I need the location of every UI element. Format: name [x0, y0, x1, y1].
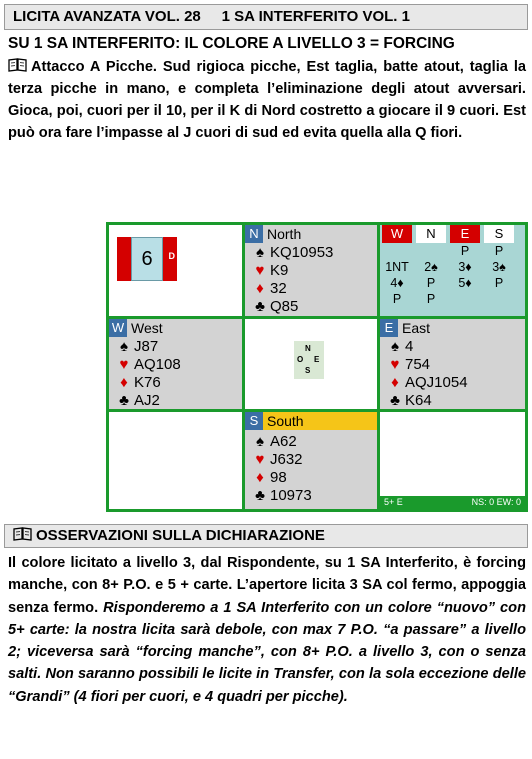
auction-header-e: E [450, 225, 480, 243]
north-hearts [253, 261, 288, 280]
auction-bid: 5♦ [458, 276, 472, 290]
spade-icon: ♠ [256, 433, 264, 450]
auction-bid: P [494, 244, 504, 258]
hand-south-header [245, 412, 377, 430]
club-icon: ♣ [255, 298, 265, 315]
seat-label-south: South [267, 413, 304, 429]
compass-rose [294, 341, 324, 379]
east-diamonds-cards: AQJ1054 [405, 374, 468, 391]
hand-east [380, 319, 525, 409]
seat-badge-east: E [380, 319, 398, 337]
south-diamonds [253, 468, 287, 487]
auction-bid: P [426, 292, 436, 306]
board-number-card [117, 237, 177, 281]
north-clubs-cards: Q85 [270, 298, 299, 315]
intro-paragraph [8, 56, 526, 144]
bridge-diagram [106, 222, 528, 512]
north-diamonds-cards: 32 [270, 280, 287, 297]
diamond-icon: ♦ [120, 374, 128, 391]
heart-icon: ♥ [255, 451, 265, 468]
west-spades [117, 337, 158, 356]
observations-title: OSSERVAZIONI SULLA DICHIARAZIONE [36, 527, 325, 544]
spade-icon: ♠ [120, 338, 128, 355]
empty-cell [109, 412, 242, 509]
compass-s: S [305, 366, 311, 375]
spade-icon: ♠ [256, 244, 264, 261]
east-clubs [388, 391, 432, 410]
west-diamonds-cards: K76 [134, 374, 161, 391]
west-spades-cards: J87 [134, 338, 159, 355]
east-spades-cards: 4 [405, 338, 414, 355]
diamond-icon: ♦ [391, 374, 399, 391]
observations-plain: Il colore licitato a livello 3, dal Rispondente, su 1 SA Interferito, è forcing manche, con 8+ P.O. e 5 + carte. L’apertore licita 3 SA col fermo, appoggia senza fermo. [8, 555, 526, 616]
west-hearts-cards: AQ108 [134, 356, 181, 373]
seat-label-north: North [267, 226, 302, 242]
auction-bid: 3♠ [492, 260, 506, 274]
auction-bid: 3♦ [458, 260, 472, 274]
seat-badge-north: N [245, 225, 263, 243]
dealer-mark: D [168, 251, 175, 261]
heart-icon: ♥ [255, 262, 265, 279]
south-diamonds-cards: 98 [270, 469, 287, 486]
board-number: 6 [131, 237, 163, 281]
north-clubs [253, 297, 298, 316]
west-diamonds [117, 373, 161, 392]
page-subtitle: SU 1 SA INTERFERITO: IL COLORE A LIVELLO 3 = FORCING [8, 35, 455, 52]
west-clubs [117, 391, 160, 410]
north-diamonds [253, 279, 287, 298]
north-spades-cards: KQ10953 [270, 244, 334, 261]
book-icon [8, 58, 27, 72]
seat-badge-south: S [245, 412, 263, 430]
auction-header-w: W [382, 225, 412, 243]
north-hearts-cards: K9 [270, 262, 289, 279]
east-clubs-cards: K64 [405, 392, 432, 409]
header-bar [4, 4, 528, 30]
heart-icon: ♥ [390, 356, 400, 373]
volume-title: 1 SA INTERFERITO VOL. 1 [221, 8, 410, 25]
north-spades [253, 243, 333, 262]
hand-west [109, 319, 242, 409]
east-hearts-cards: 754 [405, 356, 431, 373]
west-clubs-cards: AJ2 [134, 392, 160, 409]
club-icon: ♣ [119, 392, 129, 409]
observations-header [4, 524, 528, 548]
auction-bid: 4♦ [390, 276, 404, 290]
south-hearts-cards: J632 [270, 451, 303, 468]
score: NS: 0 EW: 0 [471, 497, 521, 507]
seat-label-east: East [402, 320, 431, 336]
compass-n: N [305, 344, 311, 353]
seat-badge-west: W [109, 319, 127, 337]
auction-bid: P [494, 276, 504, 290]
auction-bid: 1NT [385, 260, 409, 274]
intro-text: Attacco A Picche. Sud rigioca picche, Est taglia, batte atout, taglia la terza picche in mano, e completa l’eliminazione degli atout avversari. Gioca, poi, cuori per il 10, per il K di Nord costretto a giocare il 9 cuori. Est può ora fare l’impasse al J cuori di sud ed evita quella alla Q fiori. [8, 59, 526, 141]
west-hearts [117, 355, 181, 374]
south-spades-cards: A62 [270, 433, 297, 450]
auction-bid: P [460, 244, 470, 258]
board-info-bar [380, 496, 525, 509]
club-icon: ♣ [390, 392, 400, 409]
east-spades [388, 337, 413, 356]
hand-west-header [109, 319, 163, 337]
auction-table [380, 225, 525, 316]
observations-paragraph [8, 552, 526, 708]
hand-south [245, 412, 377, 509]
compass-o: O [297, 355, 304, 364]
series-title: LICITA AVANZATA VOL. 28 [13, 8, 201, 25]
hand-north [245, 225, 377, 316]
auction-bid: P [426, 276, 436, 290]
diamond-icon: ♦ [256, 280, 264, 297]
hand-north-header [245, 225, 301, 243]
auction-bid: P [392, 292, 402, 306]
hand-east-header [380, 319, 430, 337]
compass-e: E [314, 355, 320, 364]
auction-bid: 2♠ [424, 260, 438, 274]
board-number-cell [109, 225, 242, 316]
spade-icon: ♠ [391, 338, 399, 355]
south-clubs-cards: 10973 [270, 487, 312, 504]
vulnerability: 5+ E [384, 497, 403, 507]
heart-icon: ♥ [119, 356, 129, 373]
south-spades [253, 432, 297, 451]
club-icon: ♣ [255, 487, 265, 504]
diamond-icon: ♦ [256, 469, 264, 486]
south-clubs [253, 486, 312, 505]
seat-label-west: West [131, 320, 163, 336]
east-hearts [388, 355, 430, 374]
book-icon [13, 527, 32, 541]
east-diamonds [388, 373, 468, 392]
auction-header-n: N [416, 225, 446, 243]
board-info-cell [380, 412, 525, 509]
auction-header-s: S [484, 225, 514, 243]
south-hearts [253, 450, 303, 469]
observations-italic: Risponderemo a 1 SA Interferito con un colore “nuovo” con 5+ carte: la nostra licita sarà debole, con max 7 P.O. “a passare” a livello 2; viceversa sarà “forcing manche”, con 8+ P.O. a livello 3, con o senza salti. Non saranno possibili le licite in Transfer, con la sola eccezione delle “Grandi” (4 fiori per cuori, e 4 quadri per picche). [8, 599, 527, 705]
